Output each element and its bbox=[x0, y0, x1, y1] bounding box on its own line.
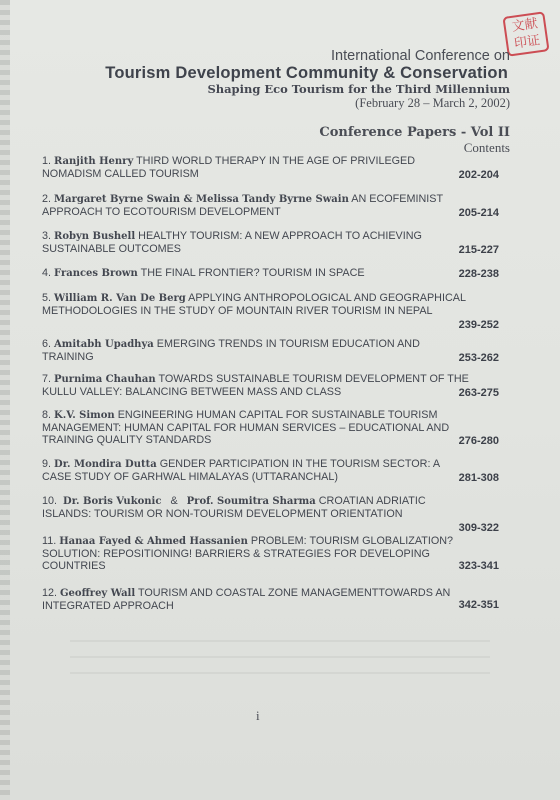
entry-number: 9. bbox=[42, 458, 52, 470]
entry-title-line: TOWARDS SUSTAINABLE TOURISM DEVELOPMENT OF THE bbox=[158, 373, 469, 385]
entry-pages: 323-341 bbox=[458, 560, 499, 572]
entry-author: Frances Brown bbox=[54, 268, 138, 279]
toc-entry-1 bbox=[42, 155, 499, 180]
entry-title-line: TOURISM AND COASTAL ZONE MANAGEMENTTOWARDS AN bbox=[137, 587, 451, 599]
toc-entry-5 bbox=[42, 292, 499, 331]
entry-title-line: APPLYING ANTHROPOLOGICAL AND GEOGRAPHICAL bbox=[188, 292, 466, 304]
entry-title-line: SUSTAINABLE OUTCOMES bbox=[42, 243, 181, 256]
entry-number: 4. bbox=[42, 267, 52, 279]
entry-pages: 263-275 bbox=[458, 387, 499, 399]
conference-label: International Conference on bbox=[331, 48, 510, 64]
entry-title-line: THIRD WORLD THERAPY IN THE AGE OF PRIVILEGED bbox=[136, 155, 416, 167]
entry-title-line: SOLUTION: REPOSITIONING! BARRIERS & STRATEGIES FOR DEVELOPING bbox=[42, 548, 430, 561]
entry-pages: 239-252 bbox=[458, 319, 499, 331]
toc-entry-11 bbox=[42, 535, 499, 573]
red-seal-stamp: 文献 印证 bbox=[502, 11, 549, 56]
entry-pages: 342-351 bbox=[458, 599, 499, 611]
entry-title-line: HEALTHY TOURISM: A NEW APPROACH TO ACHIEVING bbox=[138, 230, 422, 242]
show-through-line bbox=[70, 640, 490, 642]
volume-heading: Conference Papers - Vol II bbox=[319, 125, 510, 140]
entry-author: Dr. Mondira Dutta bbox=[54, 459, 157, 470]
entry-title-line: TRAINING bbox=[42, 351, 94, 364]
entry-number: 7. bbox=[42, 373, 52, 385]
page-number: i bbox=[256, 708, 260, 723]
entry-pages: 215-227 bbox=[458, 244, 499, 256]
entry-number: 2. bbox=[42, 193, 52, 205]
entry-number: 11. bbox=[42, 535, 57, 547]
entry-pages: 276-280 bbox=[458, 435, 499, 447]
entry-number: 8. bbox=[42, 409, 52, 421]
entry-number: 1. bbox=[42, 155, 52, 167]
entry-title-line: AN ECOFEMINIST bbox=[351, 193, 444, 205]
entry-number: 6. bbox=[42, 338, 52, 350]
entry-author: William R. Van De Berg bbox=[54, 293, 186, 304]
entry-pages: 228-238 bbox=[458, 268, 499, 280]
toc-entry-10: 10. Dr. Boris Vukonic & Prof. Soumitra Sharma CROATIAN ADRIATIC ISLANDS: TOURISM OR NON-TOURISM DEVELOPMENT ORIENTATION 309-322 bbox=[42, 495, 499, 534]
toc-entry-2 bbox=[42, 193, 499, 218]
toc-entry-8 bbox=[42, 409, 499, 447]
entry-title-line: EMERGING TRENDS IN TOURISM EDUCATION AND bbox=[156, 338, 420, 350]
entry-author: Robyn Bushell bbox=[54, 231, 136, 242]
entry-title-line: TRAINING QUALITY STANDARDS bbox=[42, 434, 212, 447]
entry-number: 10. bbox=[42, 495, 58, 507]
entry-title-line: APPROACH TO ECOTOURISM DEVELOPMENT bbox=[42, 206, 281, 219]
show-through-line bbox=[70, 672, 490, 674]
conference-title: Tourism Development Community & Conservation bbox=[105, 64, 508, 82]
entry-author: Hanaa Fayed & Ahmed Hassanien bbox=[59, 536, 248, 547]
entry-pages: 309-322 bbox=[458, 522, 499, 534]
entry-title-line: METHODOLOGIES IN THE STUDY OF MOUNTAIN RIVER TOURISM IN NEPAL bbox=[42, 305, 433, 318]
entry-title-line: PROBLEM: TOURISM GLOBALIZATION? bbox=[250, 535, 454, 547]
entry-author: Ranjith Henry bbox=[54, 156, 134, 167]
entry-number: 12. bbox=[42, 587, 58, 599]
entry-title-line: INTEGRATED APPROACH bbox=[42, 600, 174, 613]
entry-number: 5. bbox=[42, 292, 52, 304]
toc-entry-6 bbox=[42, 338, 499, 363]
entry-title-line: CASE STUDY OF GARHWAL HIMALAYAS (UTTARANCHAL) bbox=[42, 471, 338, 484]
contents-heading: Contents bbox=[463, 140, 510, 155]
entry-pages: 202-204 bbox=[458, 169, 499, 181]
entry-author: Margaret Byrne Swain & Melissa Tandy Byrne Swain bbox=[54, 194, 349, 205]
entry-title-line: ISLANDS: TOURISM OR NON-TOURISM DEVELOPMENT ORIENTATION bbox=[42, 508, 403, 521]
conference-dates: (February 28 – March 2, 2002) bbox=[355, 96, 510, 110]
entry-pages: 281-308 bbox=[458, 472, 499, 484]
entry-title-line: MANAGEMENT: HUMAN CAPITAL FOR HUMAN SERVICES – EDUCATIONAL AND bbox=[42, 422, 450, 435]
entry-title-line: NOMADISM CALLED TOURISM bbox=[42, 168, 199, 181]
entry-author: Geoffrey Wall bbox=[60, 588, 136, 599]
entry-coauthor: Prof. Soumitra Sharma bbox=[186, 496, 316, 507]
entry-author: K.V. Simon bbox=[54, 410, 115, 421]
spiral-binding bbox=[0, 0, 10, 800]
entry-title-line: GENDER PARTICIPATION IN THE TOURISM SECTOR: A bbox=[159, 458, 441, 470]
entry-pages: 253-262 bbox=[458, 352, 499, 364]
entry-number: 3. bbox=[42, 230, 52, 242]
toc-entry-12 bbox=[42, 587, 499, 612]
toc-entry-7 bbox=[42, 373, 499, 398]
toc-entry-9 bbox=[42, 458, 499, 483]
entry-author: Amitabh Upadhya bbox=[54, 339, 154, 350]
entry-title-line: COUNTRIES bbox=[42, 560, 106, 573]
entry-author: Dr. Boris Vukonic bbox=[63, 496, 162, 507]
entry-title-line: KULLU VALLEY: BALANCING BETWEEN MASS AND CLASS bbox=[42, 386, 342, 399]
conference-subtitle: Shaping Eco Tourism for the Third Millennium bbox=[207, 82, 510, 96]
entry-pages: 205-214 bbox=[458, 207, 499, 219]
entry-title-line: ENGINEERING HUMAN CAPITAL FOR SUSTAINABLE TOURISM bbox=[117, 409, 438, 421]
toc-entry-4 bbox=[42, 267, 499, 280]
toc-entry-3 bbox=[42, 230, 499, 255]
entry-title-line: CROATIAN ADRIATIC bbox=[318, 495, 426, 507]
entry-author: Purnima Chauhan bbox=[54, 374, 156, 385]
show-through-line bbox=[70, 656, 490, 658]
entry-title-line: THE FINAL FRONTIER? TOURISM IN SPACE bbox=[140, 267, 365, 279]
